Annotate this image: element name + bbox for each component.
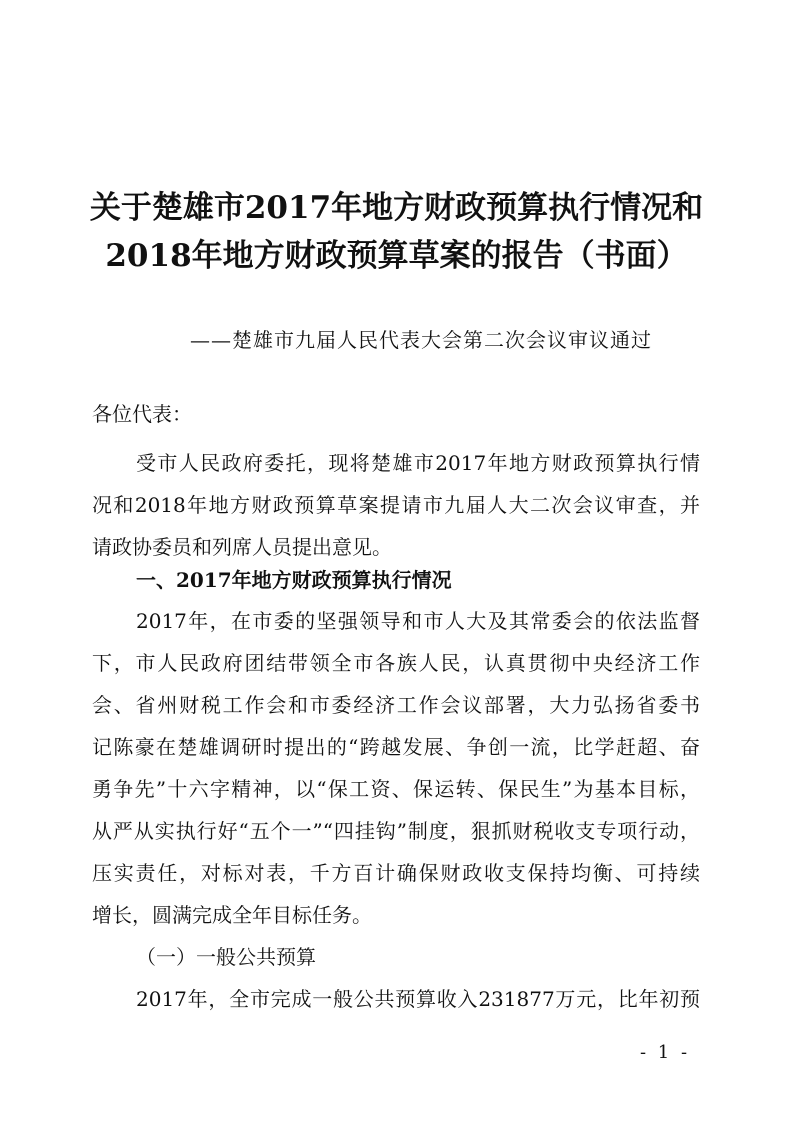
paragraph-2-line-6: 从严从实执行好“五个一”“四挂钩”制度，狠抓财税收支专项行动， [92, 819, 700, 843]
section-heading-2: （一）一般公共预算 [136, 945, 316, 969]
paragraph-1-line-2: 况和2018年地方财政预算草案提请市九届人大二次会议审查，并 [92, 493, 700, 517]
page-number: - 1 - [640, 1042, 691, 1063]
section-heading-1: 一、2017年地方财政预算执行情况 [136, 568, 452, 592]
paragraph-3-line-1: 2017年，全市完成一般公共预算收入231877万元，比年初预 [136, 987, 700, 1011]
paragraph-1-line-3: 请政协委员和列席人员提出意见。 [92, 535, 392, 559]
paragraph-2-line-3: 会、省州财税工作会和市委经济工作会议部署，大力弘扬省委书 [92, 693, 700, 717]
paragraph-2-line-4: 记陈豪在楚雄调研时提出的“跨越发展、争创一流，比学赶超、奋 [92, 735, 700, 759]
paragraph-2-line-2: 下，市人民政府团结带领全市各族人民，认真贯彻中央经济工作 [92, 651, 700, 675]
paragraph-2-line-1: 2017年，在市委的坚强领导和市人大及其常委会的依法监督 [136, 609, 700, 633]
document-subtitle: ——楚雄市九届人民代表大会第二次会议审议通过 [190, 328, 652, 352]
salutation: 各位代表： [92, 402, 192, 426]
document-title-line-1: 关于楚雄市2017年地方财政预算执行情况和 [89, 190, 704, 226]
paragraph-2-line-7: 压实责任，对标对表，千方百计确保财政收支保持均衡、可持续 [92, 861, 700, 885]
document-title-line-2: 2018年地方财政预算草案的报告（书面） [105, 238, 688, 274]
paragraph-2-line-5: 勇争先”十六字精神，以“保工资、保运转、保民生”为基本目标， [92, 777, 700, 801]
paragraph-1-line-1: 受市人民政府委托，现将楚雄市2017年地方财政预算执行情 [136, 451, 700, 475]
paragraph-2-line-8: 增长，圆满完成全年目标任务。 [92, 903, 372, 927]
